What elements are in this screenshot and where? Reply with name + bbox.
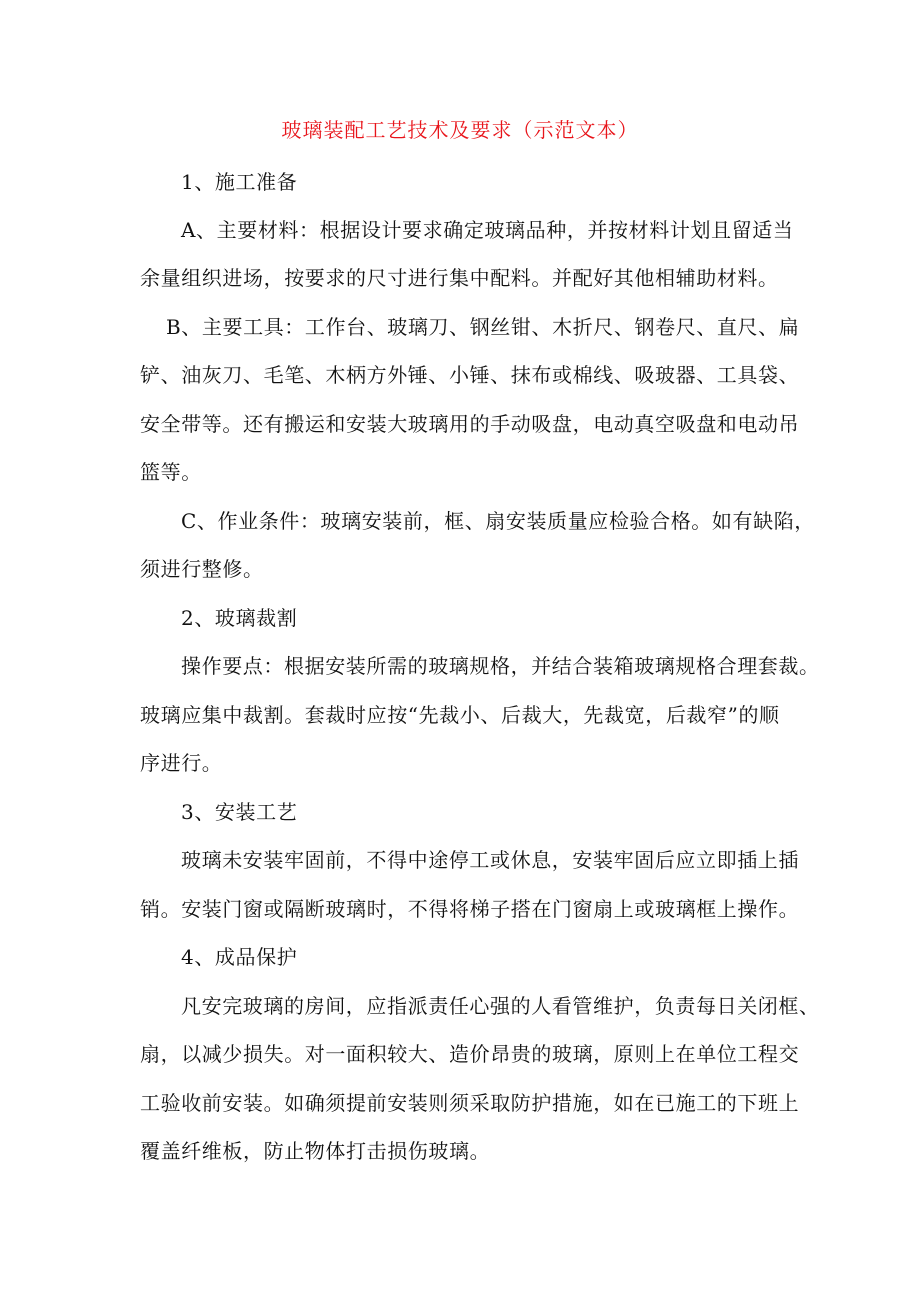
heading-construction-prep: 1、施工准备 [181, 170, 298, 194]
paragraph-line: 扇，以减少损失。对一面积较大、造价昂贵的玻璃，原则上在单位工程交 [140, 1042, 800, 1066]
paragraph-line: 销。安装门窗或隔断玻璃时，不得将梯子搭在门窗扇上或玻璃框上操作。 [140, 897, 800, 921]
paragraph-line: 须进行整修。 [140, 557, 264, 581]
paragraph-line: B、主要工具：工作台、玻璃刀、钢丝钳、木折尺、钢卷尺、直尺、扁 [166, 315, 800, 339]
paragraph-line: 玻璃应集中裁割。套裁时应按“先裁小、后裁大，先裁宽，后裁窄”的顺 [140, 703, 780, 727]
document-title: 玻璃装配工艺技术及要求（示范文本） [281, 118, 639, 142]
paragraph-line: 序进行。 [140, 751, 223, 775]
paragraph-line: A、主要材料：根据设计要求确定玻璃品种，并按材料计划且留适当 [181, 218, 794, 242]
paragraph-line: 操作要点：根据安装所需的玻璃规格，并结合装箱玻璃规格合理套裁。 [181, 654, 820, 678]
paragraph-line: 铲、油灰刀、毛笔、木柄方外锤、小锤、抹布或棉线、吸玻器、工具袋、 [140, 363, 800, 387]
paragraph-line: 玻璃未安装牢固前，不得中途停工或休息，安装牢固后应立即插上插 [181, 848, 799, 872]
paragraph-line: 覆盖纤维板，防止物体打击损伤玻璃。 [140, 1139, 491, 1163]
heading-glass-cutting: 2、玻璃裁割 [181, 606, 298, 630]
paragraph-line: 余量组织进场，按要求的尺寸进行集中配料。并配好其他相辅助材料。 [140, 266, 779, 290]
heading-product-protection: 4、成品保护 [181, 945, 298, 969]
paragraph-line: 凡安完玻璃的房间，应指派责任心强的人看管维护，负责每日关闭框、 [181, 994, 820, 1018]
paragraph-line: C、作业条件：玻璃安装前，框、扇安装质量应检验合格。如有缺陷， [181, 509, 815, 533]
paragraph-line: 安全带等。还有搬运和安装大玻璃用的手动吸盘，电动真空吸盘和电动吊 [140, 412, 800, 436]
paragraph-line: 篮等。 [140, 460, 202, 484]
heading-installation: 3、安装工艺 [181, 800, 298, 824]
paragraph-line: 工验收前安装。如确须提前安装则须采取防护措施，如在已施工的下班上 [140, 1091, 800, 1115]
